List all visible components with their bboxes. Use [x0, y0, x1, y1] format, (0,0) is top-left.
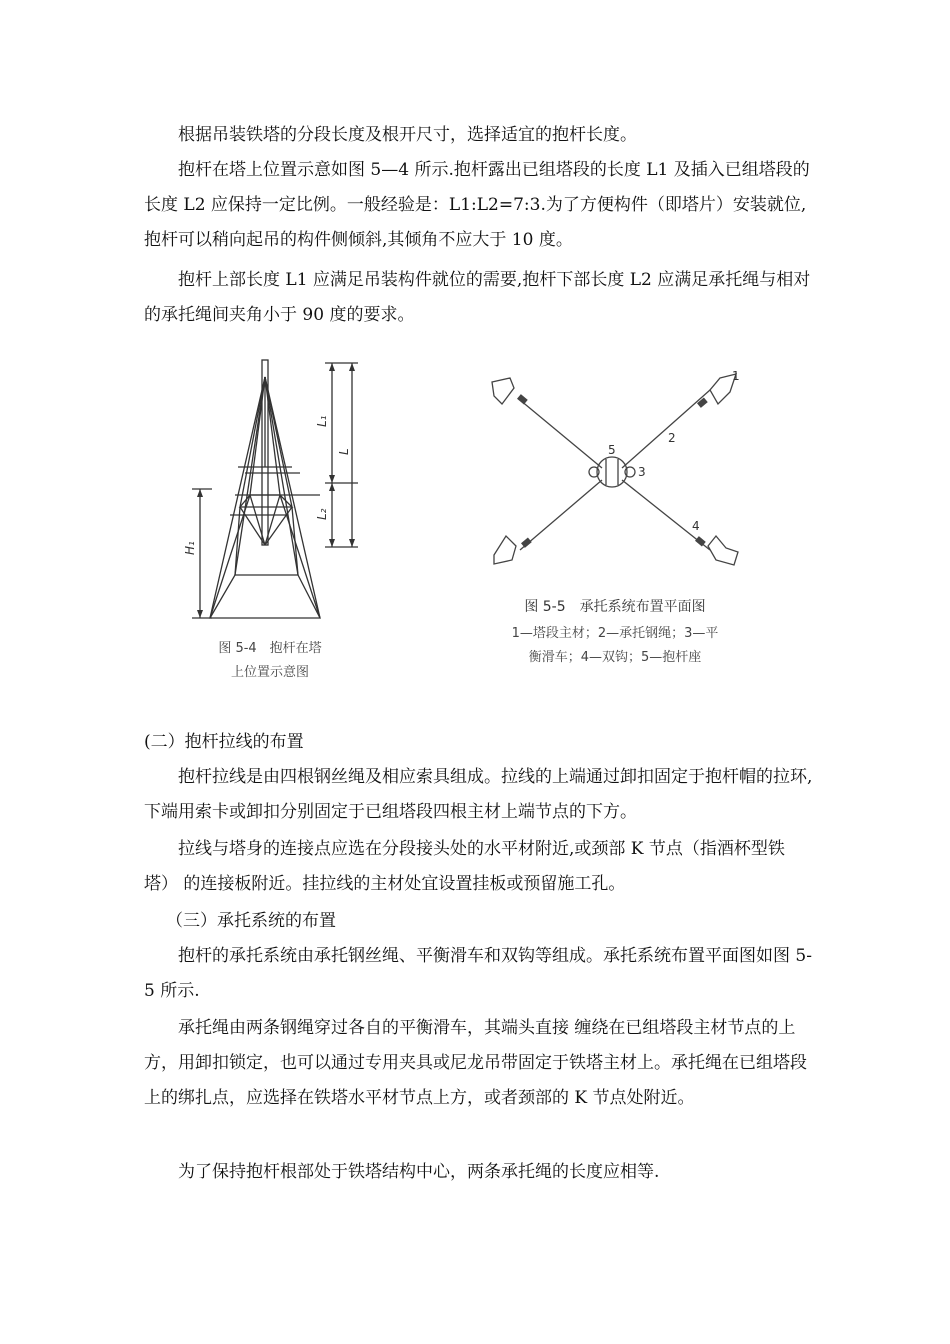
figure-5-4-caption — [190, 637, 350, 685]
label-num4: 4 — [692, 519, 700, 533]
figure-5-4-caption-line2: 上位置示意图 — [230, 665, 309, 680]
paragraph-guy-wire-connection: 拉线与塔身的连接点应选在分段接头处的水平材附近,或颈部 K 节点（指酒杯型铁塔） 的连接板附近。挂拉线的主材处宜设置挂板或预留施工孔。 — [144, 839, 785, 894]
figure-5-5-legend — [470, 622, 760, 670]
label-num2: 2 — [668, 431, 676, 445]
heading-guy-wire-layout: (二）抱杆拉线的布置 — [144, 732, 304, 752]
label-L1: L₁ — [315, 415, 329, 427]
label-num5: 5 — [608, 443, 616, 457]
heading-support-system: （三）承托系统的布置 — [166, 911, 336, 931]
paragraph-pole-upper-lower: 抱杆上部长度 L1 应满足吊装构件就位的需要,抱杆下部长度 L2 应满足承托绳与相对的承托绳间夹角小于 90 度的要求。 — [144, 270, 811, 325]
label-L2: L₂ — [315, 508, 329, 520]
paragraph-support-rope: 承托绳由两条钢绳穿过各自的平衡滑车，其端头直接 缠绕在已组塔段主材节点的上方，用卸扣锁定，也可以通过专用夹具或尼龙吊带固定于铁塔主材上。承托绳在已组塔段上的绑扎点，应选择在铁塔水平材节点上方，或者颈部的 K 节点处附近。 — [144, 1018, 807, 1108]
figure-5-5-title: 图 5-5 承托系统布置平面图 — [524, 599, 706, 615]
figure-5-4-diagram — [180, 355, 380, 625]
label-num1: 1 — [732, 369, 740, 383]
figure-5-5-legend-line2: 衡滑车；4—双钩；5—抱杆座 — [528, 650, 702, 665]
paragraph-rope-length: 为了保持抱杆根部处于铁塔结构中心，两条承托绳的长度应相等. — [178, 1162, 660, 1182]
label-L: L — [337, 448, 351, 455]
label-num3: 3 — [638, 465, 646, 479]
paragraph-support-composition: 抱杆的承托系统由承托钢丝绳、平衡滑车和双钩等组成。承托系统布置平面图如图 5-5 所示. — [144, 946, 812, 1001]
label-H1: H₁ — [183, 541, 197, 555]
figure-5-4-caption-line1: 图 5-4 抱杆在塔 — [218, 641, 322, 656]
paragraph-pole-position: 抱杆在塔上位置示意如图 5—4 所示.抱杆露出已组塔段的长度 L1 及插入已组塔段的长度 L2 应保持一定比例。一般经验是：L1:L2=7:3.为了方便构件（即塔片）安装就位,抱杆可以稍向起吊的构件侧倾斜,其倾角不应大于 10 度。 — [144, 160, 810, 250]
figure-5-5-legend-line1: 1—塔段主材；2—承托钢绳；3—平 — [511, 626, 719, 641]
paragraph-pole-length: 根据吊装铁塔的分段长度及根开尺寸，选择适宜的抱杆长度。 — [178, 125, 637, 145]
paragraph-guy-wire-composition: 抱杆拉线是由四根钢丝绳及相应索具组成。拉线的上端通过卸扣固定于抱杆帽的拉环,下端用索卡或卸扣分别固定于已组塔段四根主材上端节点的下方。 — [144, 767, 813, 822]
figure-5-5-diagram — [480, 360, 760, 585]
